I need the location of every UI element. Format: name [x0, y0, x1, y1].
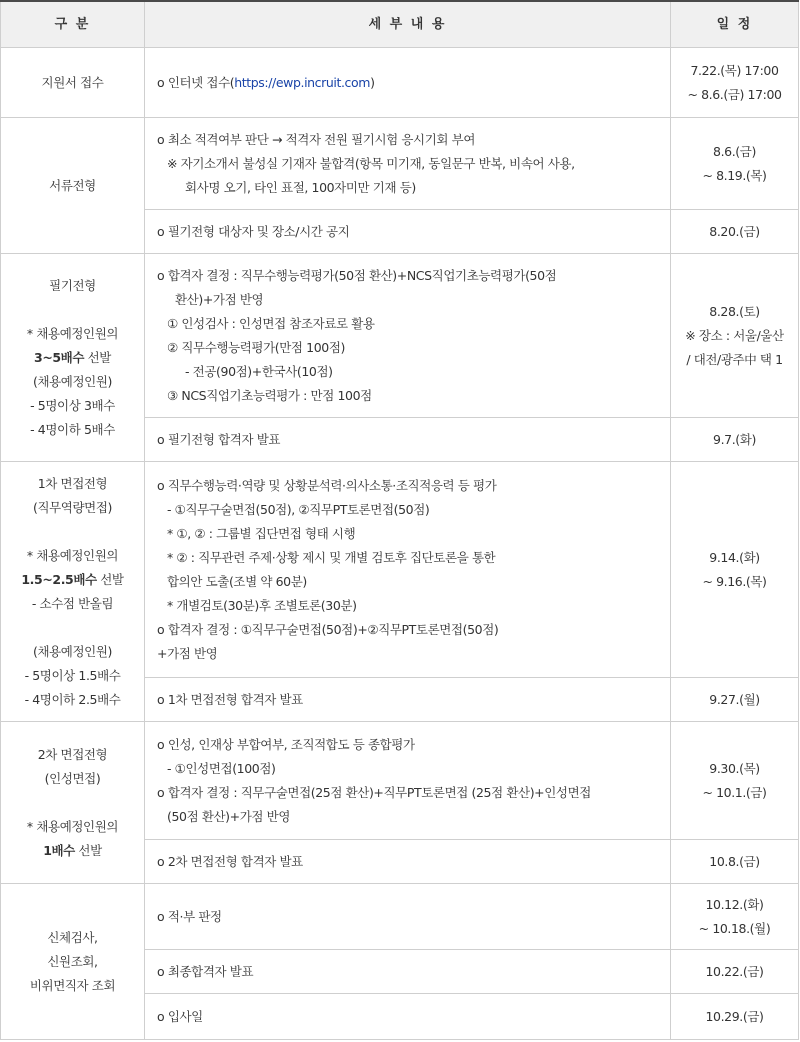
date-cell — [671, 722, 799, 840]
detail-line: o 직무수행능력·역량 및 상황분석력·의사소통·조직적응력 등 평가 — [157, 477, 497, 493]
category-note: - 5명이상 3배수 — [30, 397, 115, 413]
category-note: - 4명이하 5배수 — [30, 421, 115, 437]
date-line: 7.22.(목) 17:00 — [690, 62, 779, 78]
category-label: 지원서 접수 — [41, 74, 104, 90]
detail-cell — [145, 884, 671, 950]
table-row — [1, 884, 799, 950]
date-cell — [671, 210, 799, 254]
date-line: ~ 10.1.(금) — [702, 784, 767, 800]
category-cell — [1, 118, 145, 254]
date-cell — [671, 462, 799, 678]
date-cell — [671, 950, 799, 994]
category-note: 1.5~2.5배수 선발 — [21, 571, 124, 587]
detail-cell — [145, 840, 671, 884]
category-cell — [1, 254, 145, 462]
date-cell — [671, 118, 799, 210]
detail-line: o 합격자 결정 : 직무수행능력평가(50점 환산)+NCS직업기초능력평가(50점 — [157, 267, 557, 283]
date-line: 9.14.(화) — [709, 549, 760, 565]
detail-line: 회사명 오기, 타인 표절, 100자미만 기재 등) — [185, 179, 416, 195]
detail-cell — [145, 210, 671, 254]
detail-line: * ② : 직무관련 주제·상황 제시 및 개별 검토후 집단토론을 통한 — [167, 549, 496, 565]
detail-line: o 최종합격자 발표 — [157, 963, 254, 979]
detail-cell — [145, 462, 671, 678]
detail-cell — [145, 722, 671, 840]
category-note: 3~5배수 선발 — [34, 349, 111, 365]
detail-line: 합의안 도출(조별 약 60분) — [167, 573, 307, 589]
date-line: 10.8.(금) — [709, 853, 760, 869]
category-label: 서류전형 — [49, 177, 96, 193]
date-cell — [671, 418, 799, 462]
detail-cell — [145, 48, 671, 118]
category-note: (채용예정인원) — [32, 643, 112, 659]
detail-line: o 필기전형 합격자 발표 — [157, 431, 281, 447]
detail-line: o 합격자 결정 : ①직무구술면접(50점)+②직무PT토론면접(50점) — [157, 621, 499, 637]
detail-line: * 개별검토(30분)후 조별토론(30분) — [167, 597, 357, 613]
detail-line: o 적·부 판정 — [157, 908, 222, 924]
category-note: 1배수 선발 — [43, 842, 102, 858]
table-row — [1, 254, 799, 418]
detail-cell — [145, 254, 671, 418]
category-label: 비위면직자 조회 — [29, 977, 116, 993]
header-schedule: 일 정 — [671, 1, 799, 48]
detail-line: - 전공(90점)+한국사(10점) — [185, 363, 333, 379]
date-line: / 대전/광주中 택 1 — [686, 351, 783, 367]
detail-line: o 필기전형 대상자 및 장소/시간 공지 — [157, 223, 350, 239]
detail-line: o 인성, 인재상 부합여부, 조직적합도 등 종합평가 — [157, 736, 415, 752]
category-note: - 소수점 반올림 — [31, 595, 114, 611]
detail-cell — [145, 994, 671, 1040]
category-note: - 5명이상 1.5배수 — [24, 667, 121, 683]
detail-cell — [145, 950, 671, 994]
date-line: 10.12.(화) — [705, 896, 764, 912]
header-detail: 세 부 내 용 — [145, 1, 671, 48]
header-category: 구 분 — [1, 1, 145, 48]
category-label: 신원조회, — [47, 953, 98, 969]
category-note: * 채용예정인원의 — [26, 325, 119, 341]
detail-line: o 합격자 결정 : 직무구술면접(25점 환산)+직무PT토론면접 (25점 환산)+인성면접 — [157, 784, 591, 800]
category-label: 2차 면접전형 — [37, 746, 108, 762]
detail-line: * ①, ② : 그룹별 집단면접 형태 시행 — [167, 525, 356, 541]
detail-cell — [145, 678, 671, 722]
date-line: ※ 장소 : 서울/울산 — [685, 327, 784, 343]
date-cell — [671, 678, 799, 722]
date-line: 9.7.(화) — [713, 431, 756, 447]
category-label: (직무역량면접) — [32, 499, 112, 515]
category-label: (인성면접) — [44, 770, 101, 786]
detail-line: o 입사일 — [157, 1008, 203, 1024]
date-line: 10.29.(금) — [705, 1008, 764, 1024]
category-label: 신체검사, — [47, 929, 98, 945]
application-link[interactable]: https://ewp.incruit.com — [234, 74, 371, 90]
table-row — [1, 722, 799, 840]
date-line: ~ 8.6.(금) 17:00 — [687, 86, 782, 102]
detail-line: o 2차 면접전형 합격자 발표 — [157, 853, 303, 869]
table-header-row — [1, 1, 799, 48]
detail-line: 환산)+가점 반영 — [175, 291, 264, 307]
detail-line: (50점 환산)+가점 반영 — [167, 808, 291, 824]
detail-cell — [145, 418, 671, 462]
table-row — [1, 48, 799, 118]
category-label: 1차 면접전형 — [37, 475, 108, 491]
date-cell — [671, 254, 799, 418]
date-line: 10.22.(금) — [705, 963, 764, 979]
category-cell — [1, 48, 145, 118]
date-line: 8.28.(토) — [709, 303, 760, 319]
table-row — [1, 118, 799, 210]
detail-line: o 1차 면접전형 합격자 발표 — [157, 691, 303, 707]
date-line: 8.6.(금) — [713, 143, 756, 159]
category-cell — [1, 722, 145, 884]
date-line: 9.30.(목) — [709, 760, 760, 776]
detail-line: ① 인성검사 : 인성면접 참조자료로 활용 — [167, 315, 375, 331]
date-cell — [671, 994, 799, 1040]
detail-line: ※ 자기소개서 불성실 기재자 불합격(항목 미기재, 동일문구 반복, 비속어 사용, — [167, 155, 575, 171]
category-note: * 채용예정인원의 — [26, 818, 119, 834]
detail-line: o 인터넷 접수(https://ewp.incruit.com) — [157, 74, 375, 90]
date-cell — [671, 884, 799, 950]
detail-line: - ①인성면접(100점) — [167, 760, 276, 776]
detail-line: o 최소 적격여부 판단 → 적격자 전원 필기시험 응시기회 부여 — [157, 131, 476, 147]
table-row — [1, 462, 799, 678]
category-note: * 채용예정인원의 — [26, 547, 119, 563]
date-line: ~ 10.18.(월) — [698, 920, 771, 936]
date-cell — [671, 840, 799, 884]
detail-line: ③ NCS직업기초능력평가 : 만점 100점 — [167, 387, 372, 403]
date-line: ~ 8.19.(목) — [702, 167, 767, 183]
category-label: 필기전형 — [49, 277, 96, 293]
date-line: ~ 9.16.(목) — [702, 573, 767, 589]
category-cell — [1, 462, 145, 722]
date-cell — [671, 48, 799, 118]
category-cell — [1, 884, 145, 1040]
category-note: - 4명이하 2.5배수 — [24, 691, 121, 707]
date-line: 9.27.(월) — [709, 691, 760, 707]
detail-line: - ①직무구술면접(50점), ②직무PT토론면접(50점) — [167, 501, 430, 517]
category-note: (채용예정인원) — [32, 373, 112, 389]
detail-line: ② 직무수행능력평가(만점 100점) — [167, 339, 345, 355]
date-line: 8.20.(금) — [709, 223, 760, 239]
detail-line: +가점 반영 — [157, 645, 218, 661]
detail-cell — [145, 118, 671, 210]
